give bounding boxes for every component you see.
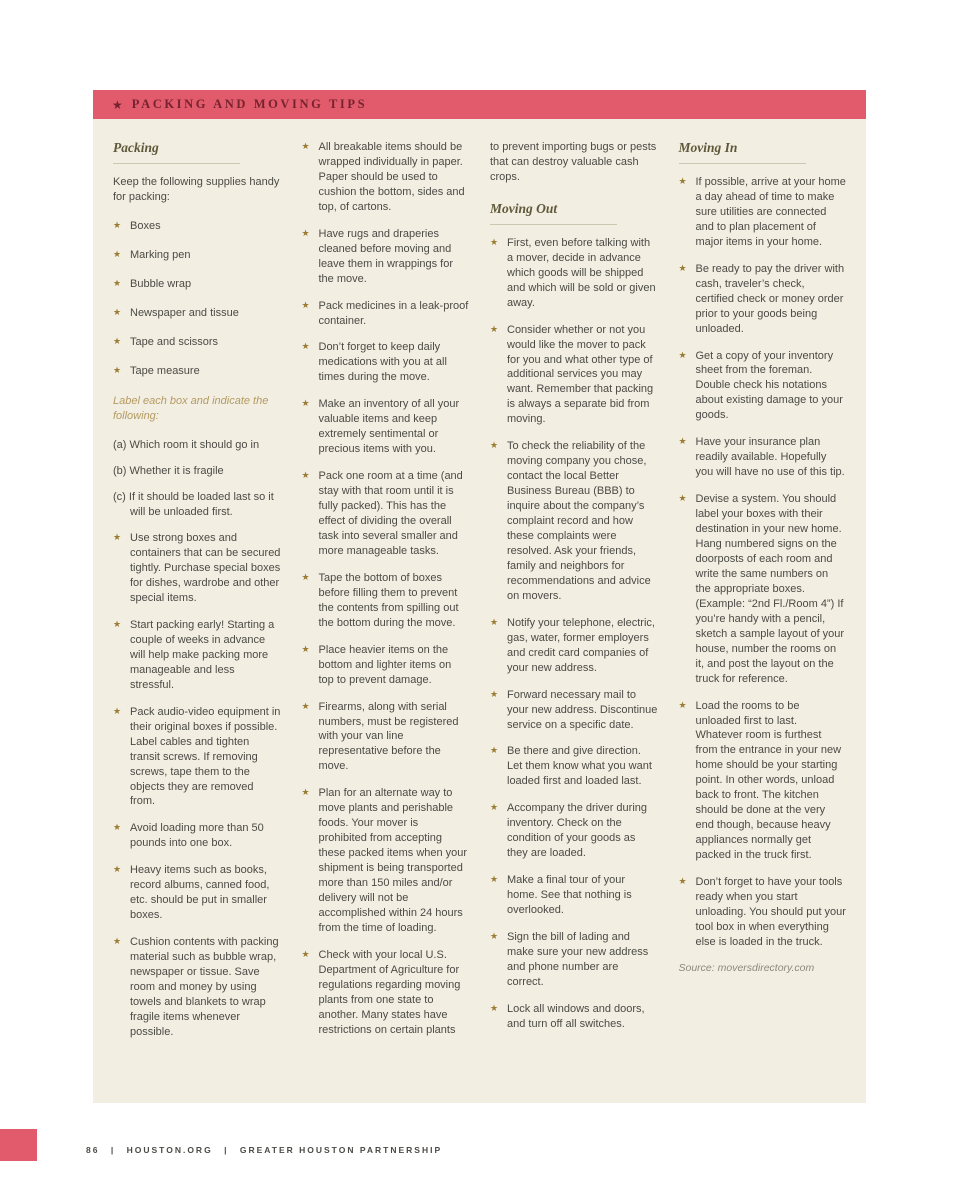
footer-site: HOUSTON.ORG [126, 1145, 213, 1155]
star-bullet-icon: ★ [301, 470, 310, 481]
tip-item [679, 699, 847, 863]
tip-item [302, 469, 470, 559]
page-title: PACKING AND MOVING TIPS [131, 97, 368, 111]
tip-item [490, 1002, 658, 1032]
star-bullet-icon: ★ [490, 688, 499, 699]
section-heading-packing: Packing [113, 140, 240, 164]
tip-text: Firearms, along with serial numbers, must be registered with your van line representative before the move. [318, 700, 459, 773]
tip-text: Devise a system. You should label your boxes with their destination in your new home. Hang numbered signs on the doorposts of each room and write the same numbers on the appropriate boxes. (Example: “2nd Fl./Room 4”) If you’re handy with a pencil, sketch a sample layout of your house, number the rooms on it, and post the layout on the truck for reference. [695, 493, 845, 685]
star-bullet-icon: ★ [678, 176, 687, 186]
label-note: Label each box and indicate the following: [113, 394, 269, 423]
tip-text: Check with your local U.S. Department of Agriculture for regulations regarding moving plants from one state to another. Many states have restrictions on certain plants [318, 948, 461, 1036]
tip-item [302, 227, 470, 287]
tip-text: Be ready to pay the driver with cash, traveler’s check, certified check or money order prior to your goods being unloaded. [695, 262, 845, 335]
section-banner [93, 90, 866, 119]
star-bullet-icon: ★ [301, 299, 310, 310]
star-bullet-icon: ★ [113, 822, 122, 833]
tip-item [302, 643, 470, 688]
tip-text: Plan for an alternate way to move plants and perishable foods. Your mover is prohibited from accepting these packed items when your shipment is being transported more than 150 miles and/or delivery will not be accomplished within 24 hours from the time of loading. [318, 787, 468, 934]
tip-item [302, 948, 470, 1038]
tip-text: Have your insurance plan readily available. Hopefully you will have no use of this tip. [695, 436, 845, 479]
list-item [113, 335, 281, 350]
star-bullet-icon: ★ [490, 930, 499, 941]
content-area [93, 119, 866, 1103]
list-item [113, 248, 281, 263]
star-bullet-icon: ★ [301, 341, 310, 352]
tip-text: Accompany the driver during inventory. Check on the condition of your goods as they are loaded. [507, 802, 648, 860]
footer-separator: | [224, 1145, 229, 1155]
star-bullet-icon: ★ [678, 262, 687, 273]
star-bullet-icon: ★ [113, 705, 122, 716]
tip-text: Don’t forget to have your tools ready when you start unloading. You should put your tool box in when everything else is loaded in the truck. [695, 876, 846, 948]
tip-text: Get a copy of your inventory sheet from the foreman. Double check his notations about existing damage to your goods. [695, 349, 843, 422]
lettered-item: (a) Which room it should go in [113, 439, 260, 452]
list-item-text: Boxes [130, 219, 161, 232]
tip-text: Place heavier items on the bottom and lighter items on top to prevent damage. [318, 643, 452, 686]
tip-text: Pack one room at a time (and stay with that room until it is fully packed). This has the effect of dividing the overall task into several smaller and more manageable tasks. [318, 470, 463, 557]
star-bullet-icon: ★ [113, 219, 122, 230]
star-bullet-icon: ★ [301, 227, 310, 238]
tip-item [113, 863, 281, 923]
tip-item [302, 571, 470, 631]
list-item-text: Tape and scissors [130, 335, 219, 348]
star-bullet-icon: ★ [490, 236, 499, 247]
carryover-text: to prevent importing bugs or pests that can destroy valuable cash crops. [490, 141, 657, 183]
footer-org: GREATER HOUSTON PARTNERSHIP [239, 1145, 443, 1155]
page-number: 86 [86, 1145, 100, 1155]
list-item [113, 277, 281, 292]
tip-item [113, 618, 281, 693]
tip-item [679, 435, 847, 480]
tip-item [302, 299, 470, 329]
moving-in-tips-list [679, 175, 847, 950]
star-bullet-icon: ★ [113, 364, 122, 375]
star-bullet-icon: ★ [490, 323, 499, 334]
tip-item [113, 821, 281, 851]
star-bullet-icon: ★ [301, 787, 310, 798]
lettered-item: (b) Whether it is fragile [113, 465, 224, 478]
star-bullet-icon: ★ [113, 335, 122, 346]
section-heading-moving-in: Moving In [679, 140, 806, 164]
tip-item [302, 397, 470, 457]
section-heading-moving-out: Moving Out [490, 201, 617, 225]
star-bullet-icon: ★ [490, 616, 499, 627]
moving-out-tips-list [490, 236, 658, 1032]
tip-text: First, even before talking with a mover, decide in advance which goods will be shipped and which will be sold or given away. [507, 236, 656, 309]
star-bullet-icon: ★ [678, 349, 687, 360]
tip-text: Consider whether or not you would like the mover to pack for you and what other type of additional services you may want. Remember that packing is always a separate bid from moving. [507, 323, 654, 426]
tip-item [302, 140, 470, 215]
tip-text: If possible, arrive at your home a day ahead of time to make sure utilities are connected and to plan placement of major items in your home. [695, 176, 846, 248]
star-bullet-icon: ★ [301, 948, 310, 959]
tip-item [113, 935, 281, 1040]
tip-text: Lock all windows and doors, and turn off all switches. [507, 1002, 645, 1030]
column-moving-out [490, 140, 658, 1085]
tip-item [679, 262, 847, 337]
tip-text: Make an inventory of all your valuable items and keep extremely sentimental or precious items with you. [318, 398, 460, 456]
star-bullet-icon: ★ [678, 699, 687, 710]
tip-text: All breakable items should be wrapped individually in paper. Paper should be used to cushion the bottom, sides and top, of cartons. [318, 141, 465, 213]
star-bullet-icon: ★ [301, 141, 310, 151]
tip-item [113, 531, 281, 606]
packing-supplies-list [113, 219, 281, 379]
tip-text: Start packing early! Starting a couple of weeks in advance will help make packing more manageable and less stressful. [130, 618, 275, 691]
list-item [113, 219, 281, 234]
tip-text: Use strong boxes and containers that can be secured tightly. Purchase special boxes for dishes, wardrobe and other special items. [130, 532, 281, 605]
star-bullet-icon: ★ [301, 643, 310, 654]
tip-item [679, 349, 847, 424]
lettered-item: (c) If it should be loaded last so it will be unloaded first. [113, 491, 274, 519]
tip-text: Avoid loading more than 50 pounds into one box. [130, 822, 264, 850]
tip-text: To check the reliability of the moving company you chose, contact the local Better Business Bureau (BBB) to inquire about the company’s complaint record and how these complaints were resolved. Ask your friends, family and neighbors for recommendations and advice on movers. [507, 440, 651, 602]
tip-item [679, 492, 847, 686]
star-bullet-icon: ★ [678, 876, 687, 887]
column-packing-continued [302, 140, 470, 1085]
tip-item [679, 875, 847, 950]
star-bullet-icon: ★ [113, 532, 122, 543]
star-bullet-icon: ★ [113, 277, 122, 288]
star-bullet-icon: ★ [301, 398, 310, 409]
star-bullet-icon: ★ [490, 802, 499, 813]
star-bullet-icon: ★ [113, 864, 122, 875]
star-bullet-icon: ★ [490, 1002, 499, 1013]
list-item-text: Bubble wrap [130, 277, 192, 290]
tip-item [490, 873, 658, 918]
tip-item [490, 801, 658, 861]
star-bullet-icon: ★ [490, 874, 499, 885]
list-item-text: Tape measure [130, 364, 200, 377]
tip-item [490, 616, 658, 676]
tip-item [490, 439, 658, 603]
banner-star-icon: ★ [112, 97, 123, 112]
tip-item [490, 930, 658, 990]
tip-item [302, 786, 470, 936]
list-item [113, 364, 281, 379]
tip-text: Be there and give direction. Let them know what you want loaded first and loaded last. [507, 745, 652, 788]
tip-text: Cushion contents with packing material such as bubble wrap, newspaper or tissue. Save room and money by using towels and blankets to wrap fragile items whenever possible. [130, 936, 279, 1038]
source-credit: Source: moversdirectory.com [678, 961, 815, 974]
star-bullet-icon: ★ [113, 248, 122, 259]
tip-item [490, 323, 658, 428]
tip-text: Make a final tour of your home. See that nothing is overlooked. [507, 874, 632, 917]
packing-tips-list-continued [302, 140, 470, 1038]
star-bullet-icon: ★ [490, 745, 499, 756]
tip-text: Tape the bottom of boxes before filling them to prevent the contents from spilling out the bottom during the move. [318, 571, 459, 629]
tip-item [490, 744, 658, 789]
tip-item [113, 705, 281, 810]
tip-text: Pack audio-video equipment in their original boxes if possible. Label cables and tighten transit screws. If removing screws, tape them to the objects they are removed from. [130, 705, 281, 808]
star-bullet-icon: ★ [113, 306, 122, 317]
column-packing [113, 140, 281, 1085]
tip-text: Sign the bill of lading and make sure your new address and phone number are correct. [507, 930, 649, 988]
list-item-text: Newspaper and tissue [130, 306, 239, 319]
tip-text: Load the rooms to be unloaded first to last. Whatever room is furthest from the entrance in your new home should be your starting point. In other words, unload back to front. The kitchen should be done at the very end though, because heavy appliances normally get packed in the truck first. [695, 699, 842, 862]
star-bullet-icon: ★ [113, 618, 122, 629]
star-bullet-icon: ★ [301, 700, 310, 711]
tip-item [302, 700, 470, 775]
star-bullet-icon: ★ [113, 936, 122, 947]
tip-text: Forward necessary mail to your new address. Discontinue service on a specific date. [507, 688, 658, 731]
packing-intro: Keep the following supplies handy for packing: [113, 176, 280, 203]
star-bullet-icon: ★ [678, 436, 687, 447]
tip-text: Notify your telephone, electric, gas, water, former employers and credit card companies of your new address. [507, 616, 655, 674]
tip-text: Don’t forget to keep daily medications with you at all times during the move. [318, 341, 447, 384]
tip-item [302, 340, 470, 385]
tip-text: Have rugs and draperies cleaned before moving and leave them in wrappings for the move. [318, 227, 454, 285]
star-bullet-icon: ★ [490, 440, 499, 451]
star-bullet-icon: ★ [678, 493, 687, 504]
column-moving-in [679, 140, 847, 1085]
star-bullet-icon: ★ [301, 571, 310, 582]
packing-tips-list [113, 531, 281, 1040]
list-item [113, 306, 281, 321]
tip-item [490, 236, 658, 311]
lettered-list [113, 438, 281, 520]
footer-accent-block [0, 1129, 37, 1161]
tip-item [490, 688, 658, 733]
footer-separator: | [110, 1145, 116, 1155]
tip-text: Heavy items such as books, record albums, canned food, etc. should be put in smaller boxes. [130, 864, 270, 922]
tip-item [679, 175, 847, 250]
page-footer [86, 1145, 449, 1155]
tip-text: Pack medicines in a leak-proof container. [318, 299, 469, 327]
list-item-text: Marking pen [130, 248, 191, 261]
